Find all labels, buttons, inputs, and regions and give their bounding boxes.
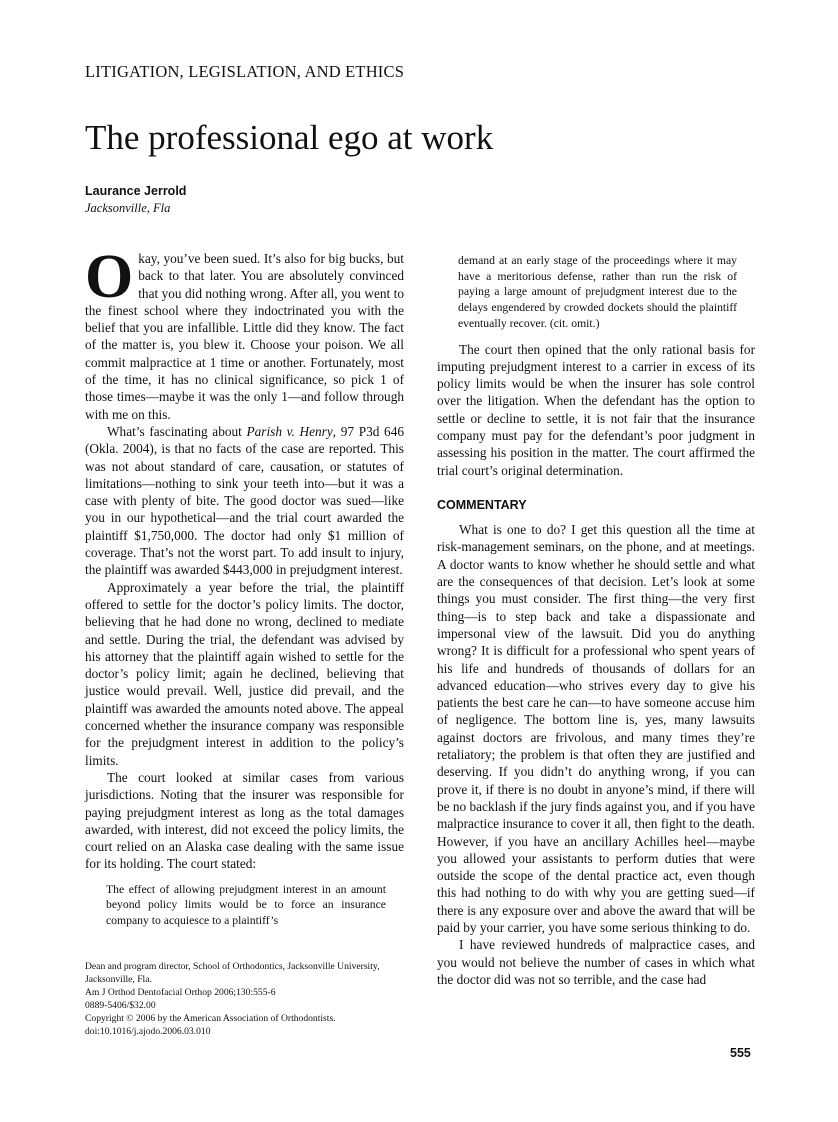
footnote-line: Copyright © 2006 by the American Association of Orthodontists. [85,1013,336,1024]
footnote-line: Dean and program director, School of Orthodontics, Jacksonville University, [85,961,380,972]
paragraph-case-text-b: , 97 P3d 646 (Okla. 2004), is that no facts of the case are reported. This was not about standard of care, causation, or statutes of limitations—nothing to sink your teeth into—but it was a case with plenty of bite. The good doctor was sued—like you in our hypothetical—and the trial court awarded the plaintiff $1,750,000. The doctor had only $1 million of coverage. That’s not the worst part. To add insult to injury, the plaintiff was awarded $443,000 in prejudgment interest. [85,423,404,578]
author-name: Laurance Jerrold [85,184,187,198]
paragraph-intro-text: kay, you’ve been sued. It’s also for big bucks, but back to that later. You are absolutely convinced that you did nothing wrong. After all, you went to the finest school where they indoctrinated you with the belief that you are infallible. Little did they know. The fact of the matter is, you blew it. Choose your poison. We all commit malpractice at 1 time or another. Fortunately, most of the time, it has no clinical significance, so pick 1 of those times—maybe it was the only 1—and follow through with me on this. [85,251,404,422]
page-number: 555 [730,1046,751,1060]
dropcap: O [85,243,134,311]
footnote-line: Jacksonville, Fla. [85,974,152,985]
paragraph-court: The court looked at similar cases from various jurisdictions. Noting that the insurer was responsible for paying prejudgment interest as long as the total damages awarded, with interest, did not exceed the policy limits, the court relied on an Alaska case dealing with the same issue for its holding. The court stated: [85,769,404,872]
section-label: LITIGATION, LEGISLATION, AND ETHICS [85,62,405,81]
paragraph-review: I have reviewed hundreds of malpractice cases, and you would not believe the number of cases in which what the doctor did was not so terrible, and the case had [437,937,755,987]
right-column [437,247,755,988]
paragraph-intro [85,243,404,423]
footnote-line: 0889-5406/$32.00 [85,1000,156,1011]
paragraph-case-text-a: What’s fascinating about [107,423,247,439]
block-quote-end: demand at an early stage of the proceedings where it may have a meritorious defense, rather than run the risk of paying a large amount of prejudgment interest due to the delays engendered by crowded dockets should the plaintiff eventually recover. (cit. omit.) [458,254,737,330]
left-column [85,243,404,935]
paragraph-case [85,423,404,579]
paragraph-commentary: What is one to do? I get this question all the time at risk-management seminars, on the phone, and at meetings. A doctor wants to know whether he should settle and what are the consequences of that decision. Let’s look at some things you must consider. The first thing—the very first thing—is to step back and take a dispassionate and impersonal view of the lawsuit. Did you do anything wrong? It is difficult for a professional who spent years of his life and hundreds of thousands of dollars for an advanced education—who strives every day to give his patients the best care he can—to have someone accuse him of negligence. The bottom line is, yes, many lawsuits against doctors are frivolous, and many times they’re retaliatory; the problem is that often they are justified and deserving. If you didn’t do anything wrong, if you can prove it, if there is no doubt in anyone’s mind, if there will be no backlash if the jury finds against you, and if you have malpractice insurance to cover it all, then fight to the death. However, if you have an ancillary Achilles heel—maybe you allowed your assistants to perform duties that were outside the scope of the dental practice act, even though this had nothing to do with why you are getting sued—if there is any exposure over and above the award that will be paid by your carrier, you have some serious thinking to do. [437,522,755,936]
footnote [85,960,415,1038]
footnote-line: doi:10.1016/j.ajodo.2006.03.010 [85,1026,211,1037]
case-name: Parish v. Henry [246,423,333,439]
paragraph-settlement: Approximately a year before the trial, the plaintiff offered to settle for the doctor’s policy limits. The doctor, believing that he had done no wrong, declined to mediate and settle. During the trial, the defendant was advised by his attorney that the plaintiff again wished to settle for the doctor’s policy limit; again he declined, believing that justice would prevail. Well, justice did prevail, and the plaintiff was awarded the amounts noted above. The appeal concerned whether the insurance company was responsible for the prejudgment interest in addition to the policy’s limits. [85,579,404,768]
author-affiliation: Jacksonville, Fla [85,201,171,215]
article-title: The professional ego at work [85,118,494,157]
footnote-line: Am J Orthod Dentofacial Orthop 2006;130:555-6 [85,987,276,998]
paragraph-opinion: The court then opined that the only rational basis for imputing prejudgment interest to a carrier in excess of its policy limits would be when the insurer has sole control over the litigation. When the defendant has the option to settle or decline to settle, it is not fair that the insurance company must pay for the defendant’s poor judgment in assessing his position in the matter. The court affirmed the trial court’s original determination. [437,341,755,478]
commentary-heading: COMMENTARY [437,497,527,512]
block-quote-start: The effect of allowing prejudgment interest in an amount beyond policy limits would be to force an insurance company to acquiesce to a plaintiff’s [106,882,386,928]
